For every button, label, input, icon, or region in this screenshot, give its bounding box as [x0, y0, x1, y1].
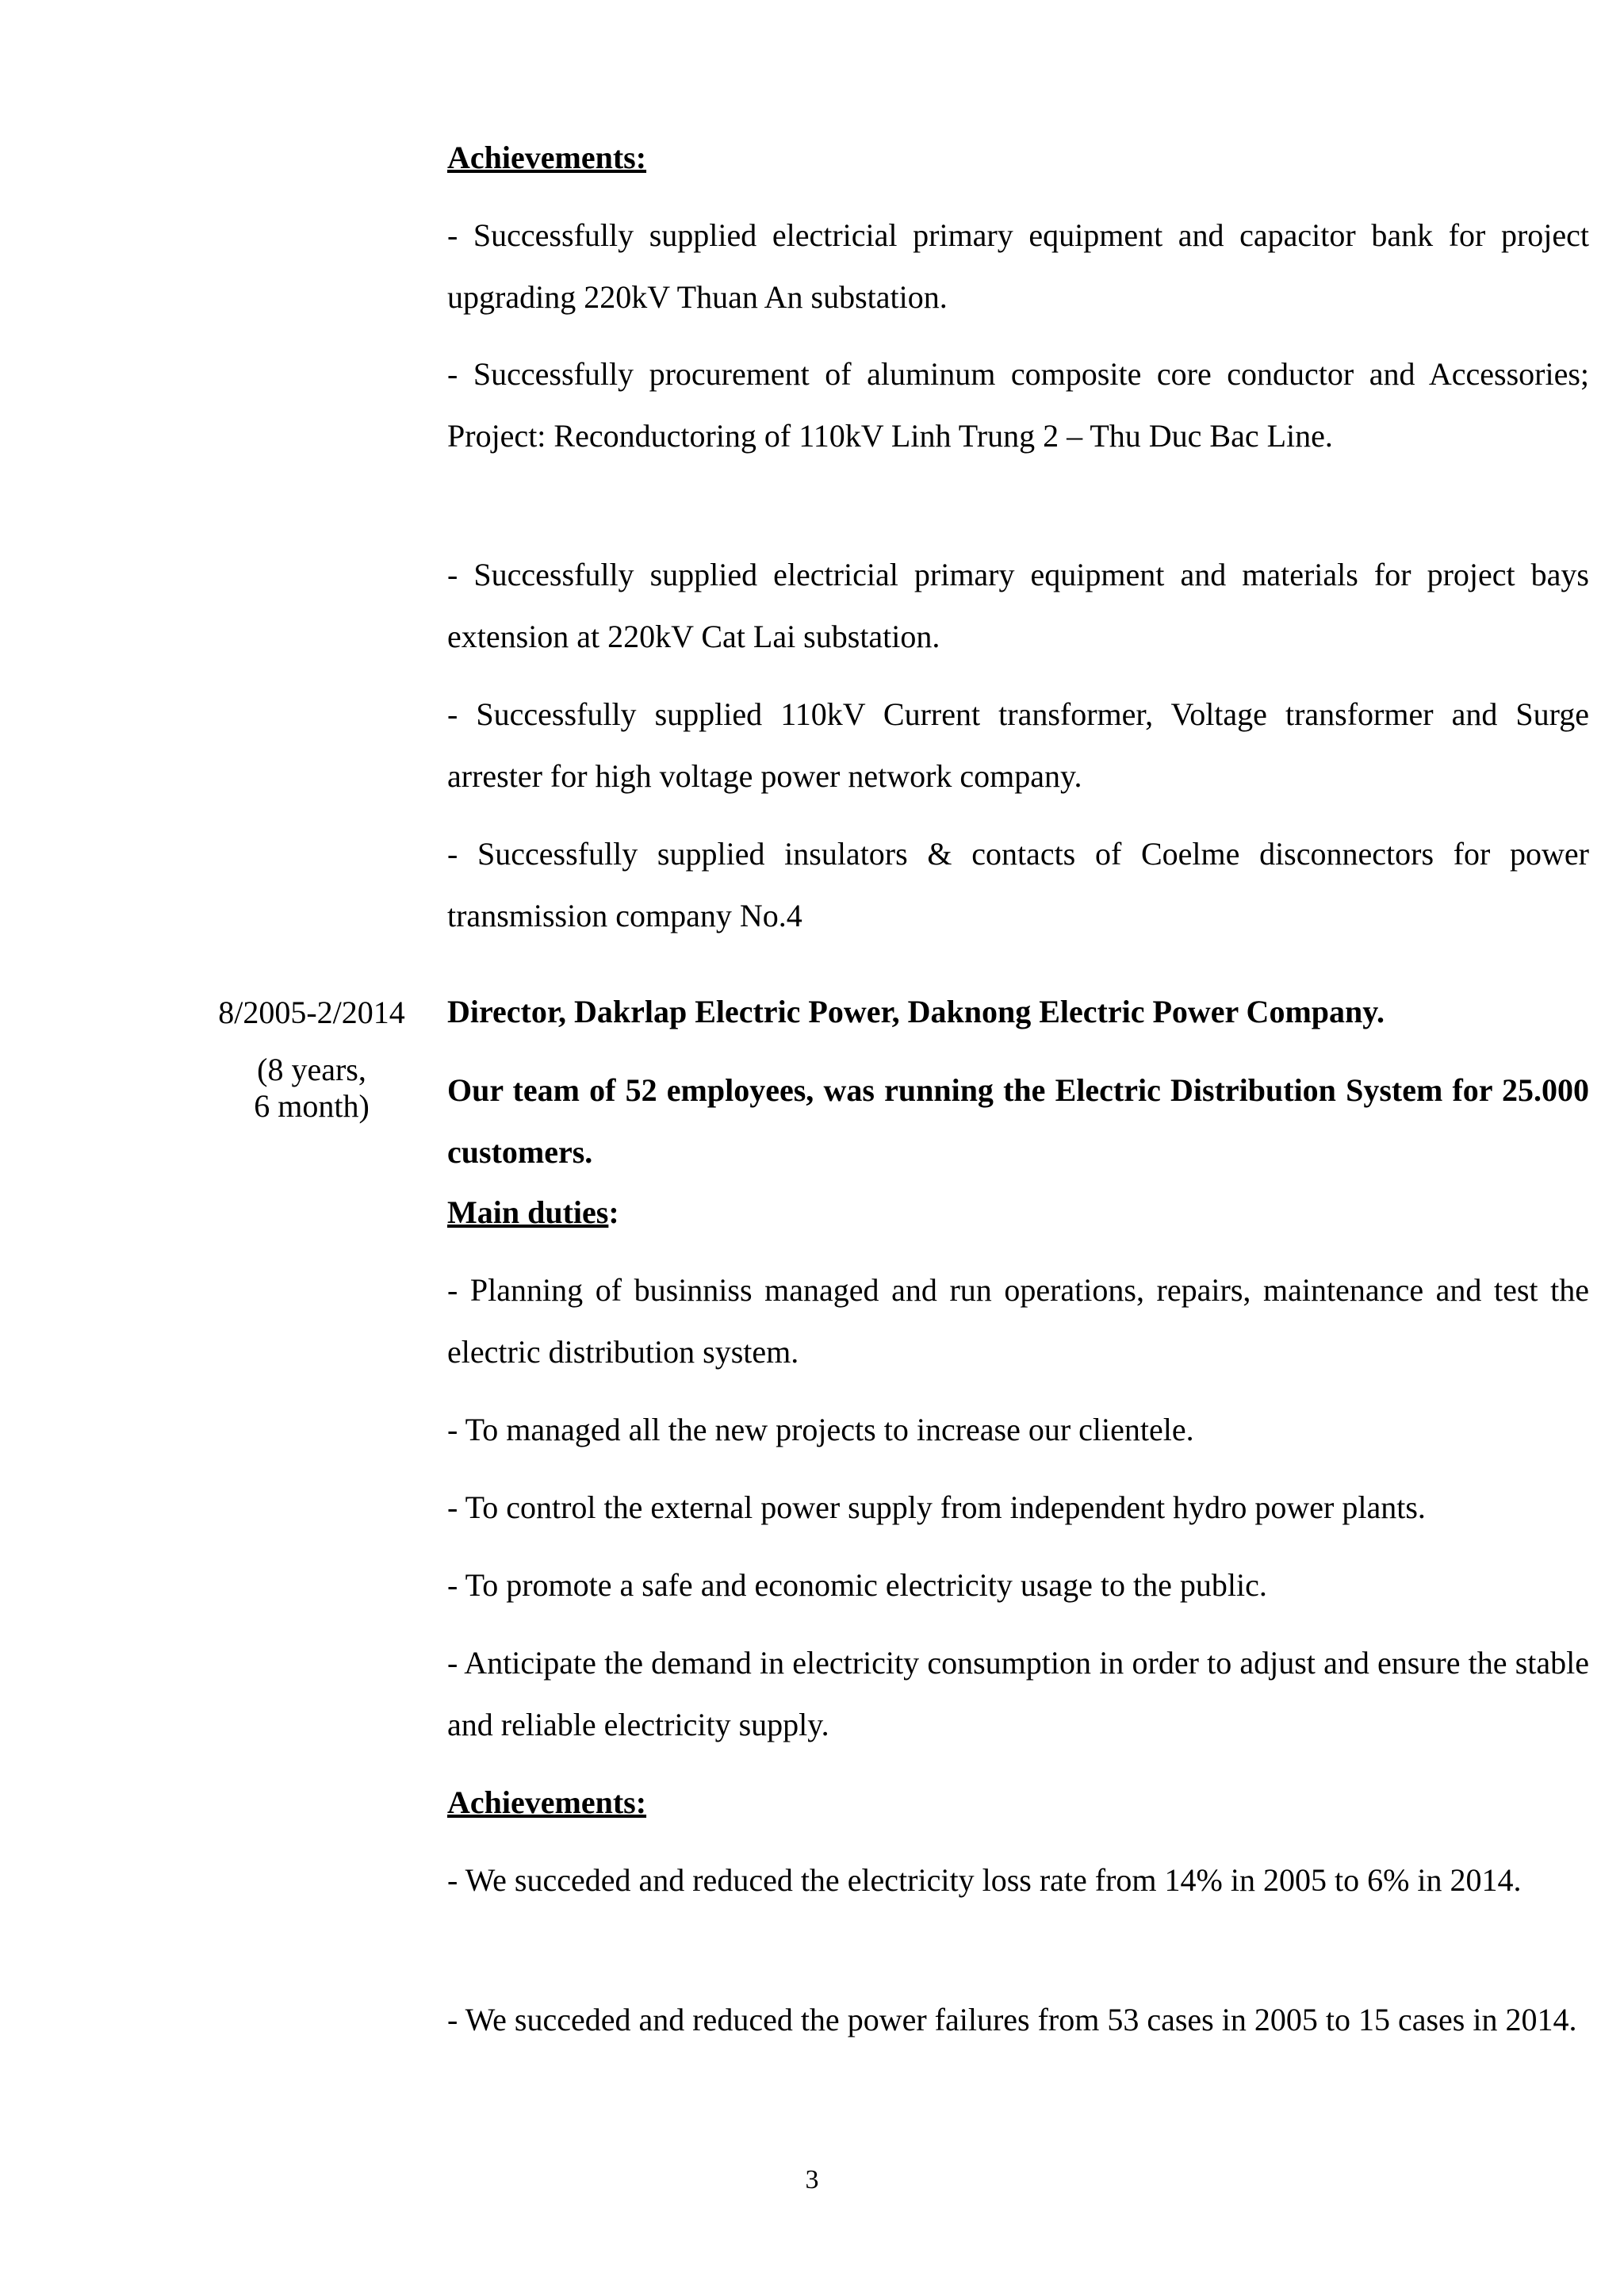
- main-duties-colon: :: [608, 1194, 619, 1230]
- achievement-item: - Successfully procurement of aluminum composite core conductor and Accessories; Project: Reconductoring of 110kV Linh Trung 2 – Thu Duc Bac Line.: [447, 356, 1589, 454]
- achievement-item: - We succeded and reduced the electricity loss rate from 14% in 2005 to 6% in 2014.: [447, 1862, 1522, 1898]
- achievement-item: - Successfully supplied 110kV Current transformer, Voltage transformer and Surge arrester for high voltage power network company.: [447, 696, 1589, 794]
- duty-item: - To promote a safe and economic electricity usage to the public.: [447, 1567, 1267, 1603]
- achievement-item: - Successfully supplied electricial primary equipment and capacitor bank for project upgrading 220kV Thuan An substation.: [447, 217, 1589, 315]
- achievements-heading: Achievements:: [447, 140, 647, 175]
- duty-item: - Anticipate the demand in electricity consumption in order to adjust and ensure the stable and reliable electricity supply.: [447, 1645, 1589, 1742]
- employment-period: 8/2005-2/2014: [218, 995, 405, 1030]
- duty-item: - To managed all the new projects to increase our clientele.: [447, 1412, 1194, 1447]
- main-duties-heading: [447, 1182, 1589, 1244]
- achievements-heading-2: Achievements:: [447, 1784, 647, 1820]
- achievement-item: - Successfully supplied electricial primary equipment and materials for project bays extension at 220kV Cat Lai substation.: [447, 557, 1589, 654]
- page-number: 3: [805, 2165, 819, 2194]
- team-summary: Our team of 52 employees, was running the Electric Distribution System for 25.000 customers.: [447, 1072, 1589, 1170]
- employment-duration-years: (8 years,: [257, 1052, 366, 1087]
- duty-item: - Planning of businniss managed and run operations, repairs, maintenance and test the electric distribution system.: [447, 1272, 1589, 1370]
- position-title: Director, Dakrlap Electric Power, Daknong Electric Power Company.: [447, 994, 1385, 1029]
- achievement-item: - We succeded and reduced the power failures from 53 cases in 2005 to 15 cases in 2014.: [447, 2002, 1577, 2037]
- duty-item: - To control the external power supply from independent hydro power plants.: [447, 1489, 1426, 1525]
- employment-duration-months: 6 month): [254, 1088, 370, 1124]
- main-duties-label: Main duties: [447, 1194, 609, 1230]
- achievement-item: - Successfully supplied insulators & contacts of Coelme disconnectors for power transmission company No.4: [447, 836, 1589, 933]
